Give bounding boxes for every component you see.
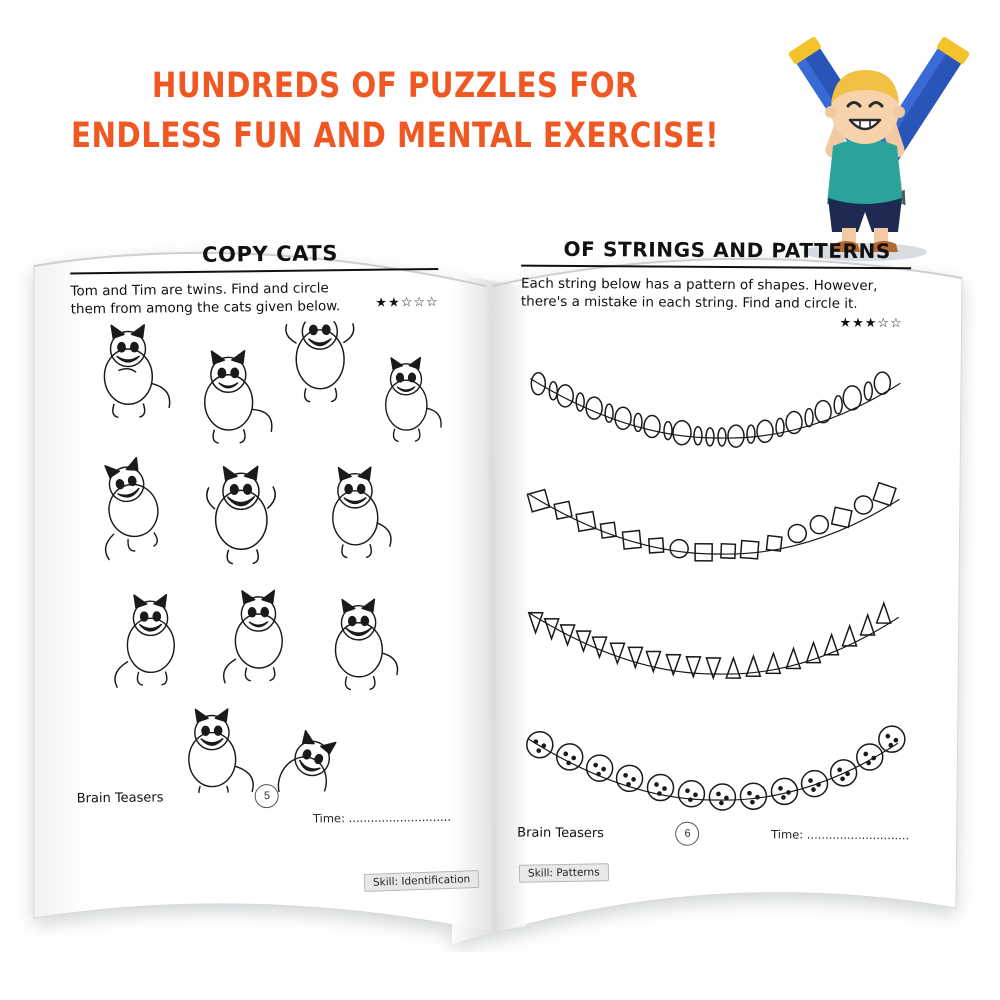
headline-line-2: ENDLESS FUN AND MENTAL EXERCISE! <box>70 115 720 156</box>
right-page-title: OF STRINGS AND PATTERNS <box>563 236 891 264</box>
right-page-difficulty-stars: ★★★☆☆ <box>839 315 903 331</box>
strings-illustration <box>517 347 932 830</box>
open-book <box>14 232 992 952</box>
left-footer-label: Brain Teasers <box>76 790 164 807</box>
right-time-line: Time: ............................ <box>771 827 910 843</box>
left-page <box>70 240 478 915</box>
right-footer-label: Brain Teasers <box>517 825 605 842</box>
left-skill-tag: Skill: Identification <box>364 870 480 892</box>
left-page-number: 5 <box>255 784 279 808</box>
left-page-instructions: Tom and Tim are twins. Find and circle them from among the cats given below. <box>70 280 341 318</box>
promo-headline <box>28 62 763 161</box>
left-page-title: COPY CATS <box>201 241 339 267</box>
right-page-instructions: Each string below has a pattern of shapes. However, there's a mistake in each string. Find and circle it. <box>520 275 878 313</box>
headline-line-1: HUNDREDS OF PUZZLES FOR <box>151 66 639 106</box>
left-page-difficulty-stars: ★★☆☆☆ <box>375 293 439 310</box>
right-page <box>517 237 934 910</box>
right-skill-tag: Skill: Patterns <box>519 863 609 883</box>
right-page-number: 6 <box>675 822 699 846</box>
left-time-line: Time: ............................ <box>312 810 452 826</box>
cats-illustration <box>71 320 477 795</box>
